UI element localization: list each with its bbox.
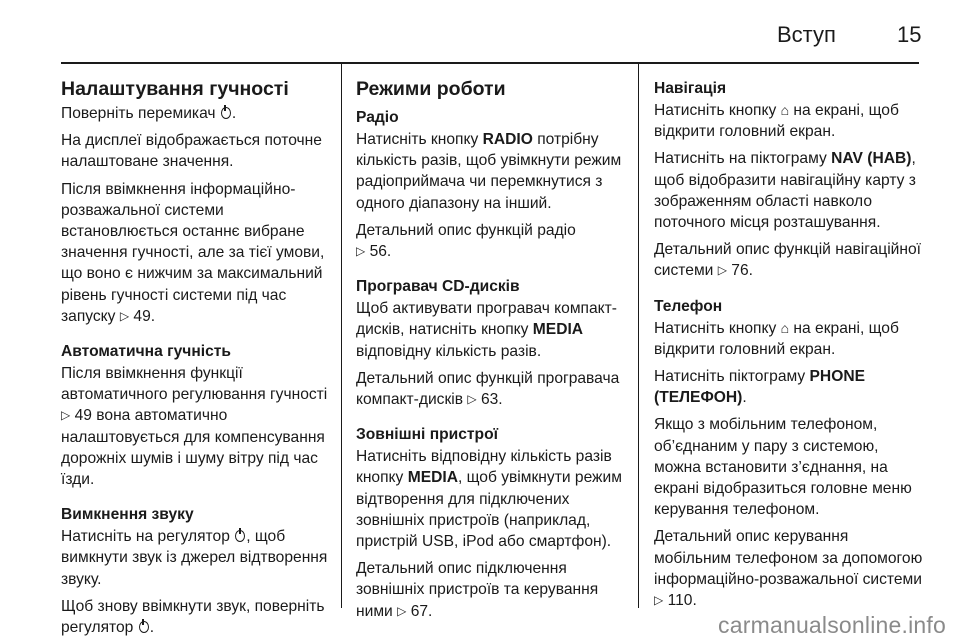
button-name: PHONE (ТЕЛЕФОН) (654, 368, 865, 407)
reference-arrow-icon: ▷ (717, 263, 727, 278)
knob-icon (221, 107, 231, 119)
header-rule (61, 62, 919, 64)
column-middle (356, 78, 632, 628)
paragraph: Натисніть кнопку RADIO потрібну кількість разів, щоб увімкнути режим радіоприймача чи перемкнутися з одного діапазону на інший. (356, 131, 622, 212)
paragraph: Детальний опис функцій програвача компакт-дисків ▷ 63. (356, 368, 632, 410)
page-reference[interactable]: 110. (667, 592, 697, 610)
column-left (61, 78, 329, 644)
section-title: Вступ (777, 22, 836, 47)
column-divider (341, 62, 342, 608)
paragraph: На дисплеї відображається поточне налаштоване значення. (61, 132, 322, 171)
reference-arrow-icon: ▷ (356, 244, 366, 259)
page-reference[interactable]: 49 (74, 407, 92, 425)
paragraph: Детальний опис підключення зовнішніх пристроїв та керування ними ▷ 67. (356, 558, 632, 622)
reference-arrow-icon: ▷ (119, 308, 130, 323)
page-reference[interactable]: 63. (480, 391, 503, 409)
reference-arrow-icon: ▷ (467, 392, 477, 407)
heading-volume: Налаштування гучності (61, 78, 289, 100)
heading-mute: Вимкнення звуку (61, 506, 194, 524)
paragraph: Натисніть відповідну кількість разів кнопку MEDIA, щоб увімкнути режим відтворення для підключених зовнішніх пристроїв (наприклад, пристрій USB, iPod або смартфон). (356, 448, 622, 551)
paragraph: Після ввімкнення інформаційно-розважальної системи встановлюється останнє вибране значення гучності, але за тієї умови, що воно є нижчим за максимальний рівень гучності системи під час запуску ▷ 49. (61, 179, 329, 327)
paragraph: Натисніть на регулятор , щоб вимкнути звук із джерел відтворення звуку. (61, 528, 328, 588)
watermark-text: carmanualsonline.info (718, 612, 946, 638)
page-reference[interactable]: 56. (369, 243, 392, 261)
page-header (0, 0, 960, 62)
page-number: 15 (897, 22, 922, 47)
paragraph: Натисніть на піктограму NAV (НАВ), щоб відобразити навігаційну карту з зображенням області навколо поточного місця розташування. (654, 150, 916, 232)
reference-arrow-icon: ▷ (61, 408, 71, 423)
page-reference[interactable]: 49. (133, 307, 156, 325)
paragraph: Після ввімкнення функції автоматичного регулювання гучності ▷ 49 вона автоматично налаштовується для компенсування дорожніх шумів і шуму вітру під час їзди. (61, 365, 328, 489)
home-icon: ⌂ (780, 319, 790, 336)
page-reference[interactable]: 76. (731, 262, 753, 280)
paragraph: Щоб знову ввімкнути звук, поверніть регулятор . (61, 597, 325, 637)
column-divider (638, 62, 639, 608)
paragraph: Щоб активувати програвач компакт-дисків, натисніть кнопку MEDIA відповідну кількість разів. (356, 300, 617, 360)
heading-modes: Режими роботи (356, 78, 506, 100)
button-name: RADIO (482, 131, 533, 148)
paragraph: Натисніть піктограму PHONE (ТЕЛЕФОН). (654, 368, 865, 407)
heading-cd-player: Програвач CD-дисків (356, 278, 520, 296)
button-name: NAV (НАВ) (831, 150, 912, 168)
paragraph: Натисніть кнопку ⌂ на екрані, щоб відкрити головний екран. (654, 102, 899, 141)
heading-external-devices: Зовнішні пристрої (356, 426, 498, 444)
button-name: MEDIA (407, 469, 458, 487)
paragraph: Детальний опис керування мобільним телефоном за допомогою інформаційно-розважальної системи ▷ 110. (654, 526, 924, 611)
paragraph: Натисніть кнопку ⌂ на екрані, щоб відкрити головний екран. (654, 319, 899, 358)
column-right (654, 78, 924, 617)
footer-watermark (0, 612, 960, 639)
page-reference[interactable]: 67. (410, 602, 433, 620)
paragraph: Якщо з мобільним телефоном, об’єднаним у пару з системою, можна встановити з’єднання, на екрані відобразиться головне меню керування телефоном. (654, 416, 912, 519)
paragraph: Детальний опис функцій радіо ▷ 56. (356, 220, 632, 262)
reference-arrow-icon: ▷ (397, 603, 407, 618)
heading-navigation: Навігація (654, 80, 727, 97)
paragraph: Детальний опис функцій навігаційної системи ▷ 76. (654, 239, 924, 281)
paragraph: Поверніть перемикач . (61, 105, 237, 122)
knob-icon (235, 530, 245, 542)
heading-radio: Радіо (356, 109, 399, 126)
reference-arrow-icon: ▷ (654, 593, 664, 608)
heading-phone: Телефон (654, 297, 723, 315)
button-name: MEDIA (532, 321, 584, 339)
heading-auto-volume: Автоматична гучність (61, 343, 231, 361)
home-icon: ⌂ (780, 102, 790, 118)
